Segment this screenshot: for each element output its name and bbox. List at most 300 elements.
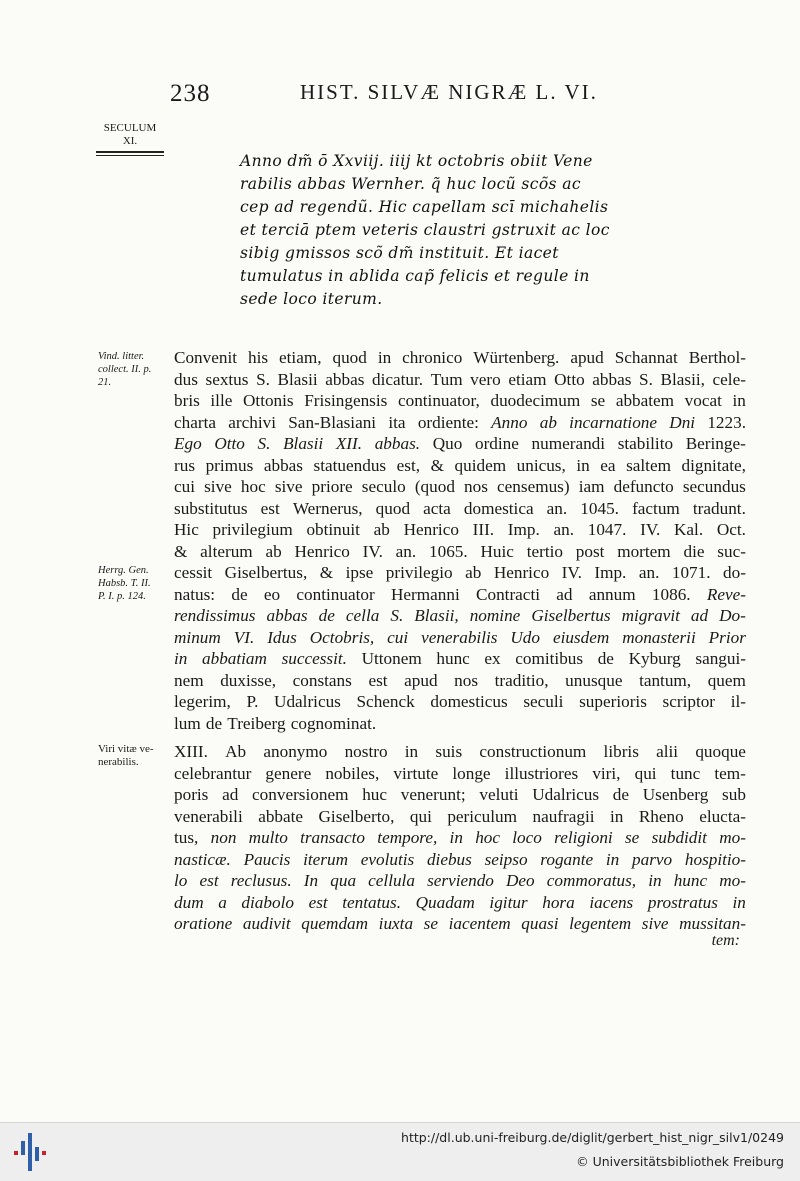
word: in: [404, 742, 419, 761]
word: sive: [641, 914, 669, 933]
word: mussitan-: [679, 914, 746, 933]
word: ita: [388, 412, 406, 432]
word: igitur: [489, 892, 528, 912]
word: cui: [387, 627, 409, 647]
text-line: [174, 605, 746, 627]
word: Ottonis: [243, 391, 294, 410]
word: 1047.: [587, 520, 627, 539]
word: acta: [423, 498, 451, 518]
word: Paucis: [243, 849, 291, 869]
word: Rheno: [638, 806, 684, 826]
word: Quadam: [415, 892, 475, 912]
word: in: [732, 391, 746, 410]
word: diabolo: [241, 892, 294, 912]
word: IV.: [362, 541, 383, 561]
word: Berthol-: [688, 348, 746, 367]
word: XIII.: [174, 742, 208, 761]
manuscript-line: et terciā ptem veteris claustri gstruxit ac loc: [240, 221, 610, 239]
paragraph-1: [174, 347, 746, 734]
word: Beringe-: [685, 434, 746, 453]
manuscript-line: sibig gmissos scõ dm̃ instituit. Et iacet: [240, 244, 559, 262]
word: qua: [330, 871, 357, 890]
text-line: [174, 670, 746, 692]
word: ordiente:: [417, 412, 479, 432]
word: domesticus: [430, 692, 508, 711]
word: continuator: [296, 584, 375, 604]
word: veluti: [479, 785, 519, 804]
word: S.: [257, 434, 271, 453]
word: tempore,: [377, 828, 438, 847]
word: constans: [292, 670, 352, 690]
word: abbate: [258, 806, 304, 826]
word: Reve-: [706, 584, 746, 604]
word: Oct.: [716, 520, 746, 539]
word: Ab: [225, 742, 247, 761]
word: ordine: [474, 434, 519, 453]
word: vocat: [684, 391, 722, 410]
word: subdidit: [651, 828, 707, 847]
word: apud: [404, 670, 438, 690]
word: S.: [639, 369, 653, 389]
word: venerabilis: [421, 627, 498, 647]
word: Treiberg: [227, 713, 286, 733]
word: Prior: [708, 627, 746, 647]
word: nasticæ.: [174, 849, 231, 869]
word: tertio: [526, 541, 563, 561]
text-line: [174, 892, 746, 914]
text-line: [174, 713, 746, 735]
word: suc-: [717, 541, 746, 561]
word: cognominat.: [290, 713, 377, 733]
word: &: [430, 455, 444, 475]
word: duxisse,: [220, 670, 277, 690]
century-rule-thin: [96, 155, 164, 156]
word: Wernerus,: [292, 498, 363, 518]
word: Henrico: [294, 541, 350, 561]
word: Imp.: [594, 563, 627, 582]
word: hunc: [673, 871, 708, 890]
word: etiam,: [279, 348, 322, 367]
word: quemdam: [301, 914, 369, 933]
word: diebus: [426, 849, 472, 869]
word: IV.: [561, 563, 582, 582]
word: lum: [174, 713, 201, 733]
running-head: HIST. SILVÆ NIGRÆ L. VI.: [300, 80, 598, 104]
word: iacentem: [448, 914, 511, 933]
word: archivi: [228, 412, 276, 432]
word: quem: [707, 670, 746, 690]
word: constructionum: [479, 742, 587, 761]
word: an.: [638, 563, 660, 582]
word: Contracti: [476, 584, 540, 604]
word: quidem: [454, 455, 507, 475]
word: 1071.: [671, 563, 711, 582]
word: commoratus,: [546, 871, 637, 890]
manuscript-inscription: [240, 150, 660, 311]
word: est: [199, 871, 219, 890]
word: periculum: [447, 806, 518, 826]
word: hoc: [475, 828, 501, 847]
manuscript-line: rabilis abbas Wernher. q̃ huc locũ scõs ac: [240, 175, 581, 193]
margin-note-viri: [98, 743, 170, 769]
word: scriptor: [662, 692, 716, 711]
century-label: [96, 122, 164, 156]
text-line: [174, 412, 746, 434]
word: transacto: [300, 828, 366, 847]
word: ea: [600, 455, 616, 475]
manuscript-line: sede loco iterum.: [240, 290, 383, 308]
word: Dni: [669, 412, 696, 432]
text-line: [174, 519, 746, 541]
word: abbatiam: [202, 649, 267, 668]
word: nem: [174, 670, 204, 690]
word: tradunt.: [692, 498, 746, 518]
word: religioni: [554, 828, 613, 847]
word: duodecimum: [490, 391, 581, 410]
word: se: [624, 828, 640, 847]
word: hoc: [240, 477, 266, 496]
word: &: [319, 563, 334, 582]
word: non: [210, 828, 237, 847]
word: huc: [362, 785, 388, 804]
word: rendissimus: [174, 606, 256, 625]
word: obtinuit: [306, 520, 360, 539]
text-line: [174, 870, 746, 892]
word: Udalricus: [532, 785, 600, 804]
word: ille: [210, 391, 233, 410]
word: Schannat: [614, 348, 678, 367]
word: il-: [730, 692, 746, 711]
word: dicatur.: [372, 369, 424, 389]
word: Giselbertus: [531, 606, 611, 625]
word: rogante: [540, 849, 594, 869]
text-line: [174, 369, 746, 391]
word: legerim,: [174, 692, 231, 711]
word: venerunt;: [400, 785, 466, 804]
word: in: [377, 348, 392, 367]
word: cele-: [712, 369, 746, 389]
word: Do-: [719, 606, 746, 625]
word: Blasii,: [414, 606, 459, 625]
word: Quo: [432, 434, 463, 453]
word: Würtenberg.: [473, 348, 560, 367]
margin-note-line: collect. II. p.: [98, 364, 152, 375]
word: seipso: [484, 849, 528, 869]
word: in: [610, 806, 624, 826]
word: III.: [472, 520, 495, 539]
word: viri,: [592, 763, 621, 783]
word: est,: [396, 455, 421, 475]
word: apud: [570, 348, 604, 367]
word: Henrico: [493, 563, 550, 582]
logo-bar: [35, 1147, 39, 1161]
word: an.: [395, 541, 417, 561]
word: est: [368, 670, 388, 690]
word: se: [590, 391, 606, 410]
text-line: [174, 455, 746, 477]
text-line: [174, 498, 746, 520]
word: iuxta: [378, 914, 414, 933]
word: Otto: [214, 434, 245, 453]
word: Hermanni: [391, 584, 460, 604]
word: mo-: [719, 871, 746, 890]
word: Giselbertus,: [224, 563, 308, 582]
word: sub: [722, 785, 746, 804]
word: minum: [174, 627, 221, 647]
word: alterum: [200, 541, 253, 561]
word: do-: [723, 563, 746, 582]
word: qui: [409, 806, 432, 826]
word: priore: [311, 477, 353, 496]
century-number: XI.: [122, 135, 138, 147]
word: elucta-: [699, 806, 746, 826]
word: qui: [634, 763, 657, 783]
word: de: [612, 785, 630, 804]
word: numerandi: [531, 434, 606, 453]
word: nos: [464, 477, 488, 496]
text-line: [174, 784, 746, 806]
word: de: [318, 606, 335, 625]
word: Huic: [480, 541, 514, 561]
word: abbas: [592, 369, 632, 389]
word: iam: [578, 477, 605, 496]
word: 1223.: [707, 412, 746, 432]
margin-note-line: nerabilis.: [98, 756, 139, 768]
text-line: [174, 806, 746, 828]
word: in: [174, 649, 188, 668]
word: S.: [256, 369, 270, 389]
manuscript-line: Anno dm̃ ō Xxviij. iiij kt octobris obiit Vene: [240, 152, 593, 170]
text-line: [174, 691, 746, 713]
page-number: 238: [170, 80, 211, 107]
word: nostro: [344, 742, 388, 761]
text-line: [174, 562, 746, 584]
word: abbatem: [615, 391, 675, 410]
word: loco: [512, 828, 542, 847]
word: bris: [174, 391, 200, 410]
text-line: [174, 648, 746, 670]
word: his: [248, 348, 269, 367]
word: hora: [542, 892, 575, 912]
word: comitibus: [515, 649, 584, 668]
word: dum: [174, 892, 204, 912]
word: sive: [204, 477, 232, 496]
margin-note-line: Vind. litter.: [98, 351, 145, 362]
copyright-text: © Universitätsbibliothek Freiburg: [576, 1154, 784, 1169]
logo-bar: [42, 1151, 46, 1155]
word: factum: [632, 498, 680, 518]
word: tus,: [174, 828, 199, 847]
word: ad: [222, 785, 239, 804]
word: ab: [265, 541, 282, 561]
century-label-text: SECULUM: [103, 122, 157, 134]
word: etiam: [508, 369, 547, 389]
word: seculo: [361, 477, 406, 496]
word: Anno: [491, 412, 528, 432]
word: Tum: [430, 369, 463, 389]
word: continuator,: [397, 391, 480, 410]
word: se: [423, 914, 438, 933]
word: substitutus: [174, 498, 248, 518]
word: evolutis: [360, 849, 415, 869]
word: Usenberg: [642, 785, 709, 804]
catchword: tem:: [711, 932, 740, 949]
word: Blasii: [277, 369, 318, 389]
word: ipse: [345, 563, 374, 582]
word: in: [449, 828, 463, 847]
word: est: [308, 892, 328, 912]
word: P.: [246, 692, 259, 711]
word: primus: [205, 455, 254, 475]
word: VI.: [233, 627, 255, 647]
word: post: [575, 541, 605, 561]
word: vero: [470, 369, 501, 389]
word: Kyburg: [628, 649, 681, 668]
word: Imp.: [507, 520, 540, 539]
word: longe: [452, 763, 491, 783]
word: San-Blasiani: [288, 412, 377, 432]
word: abbas: [266, 606, 308, 625]
word: die: [683, 541, 705, 561]
word: abbas: [325, 369, 365, 389]
word: Idus: [267, 627, 297, 647]
word: sangui-: [695, 649, 746, 668]
margin-note-line: 21.: [98, 377, 112, 388]
word: de: [205, 713, 223, 733]
word: 1065.: [429, 541, 468, 561]
word: parvo: [632, 849, 673, 869]
word: Ego: [174, 434, 202, 453]
word: ad: [690, 606, 709, 625]
word: tentatus.: [342, 892, 401, 912]
word: ab: [539, 412, 557, 432]
word: venerabili: [174, 806, 243, 826]
word: Blasii,: [660, 369, 705, 389]
word: iterum: [303, 849, 348, 869]
word: in: [648, 871, 662, 890]
word: privilegium: [212, 520, 293, 539]
word: reclusus.: [230, 871, 292, 890]
word: incarnatione: [569, 412, 658, 432]
word: lo: [174, 871, 188, 890]
margin-note-line: P. I. p. 124.: [98, 591, 146, 602]
word: defuncto: [613, 477, 674, 496]
text-line: [174, 849, 746, 871]
margin-note-vind: [98, 350, 170, 389]
source-url-link[interactable]: http://dl.ub.uni-freiburg.de/diglit/gerbert_hist_nigr_silv1/0249: [401, 1130, 784, 1145]
word: migravit: [621, 606, 680, 625]
word: oratione: [174, 914, 233, 933]
word: hunc: [436, 649, 470, 668]
word: statuendus: [313, 455, 387, 475]
word: Deo: [506, 871, 535, 890]
word: poris: [174, 785, 209, 804]
word: Henrico: [403, 520, 459, 539]
logo-bar: [14, 1151, 18, 1155]
text-line: [174, 390, 746, 412]
word: tem-: [714, 763, 746, 783]
word: Blasii: [283, 434, 324, 453]
word: prostratus: [647, 892, 718, 912]
word: ab: [465, 563, 482, 582]
word: ab: [373, 520, 390, 539]
word: rus: [174, 455, 196, 475]
word: natus:: [174, 584, 216, 604]
logo-bar: [28, 1133, 32, 1171]
paragraph-2: [174, 741, 746, 935]
text-line: [174, 741, 746, 763]
text-line: [174, 584, 746, 606]
word: conversionem: [252, 785, 349, 804]
word: 1086.: [651, 584, 691, 604]
word: quod: [375, 498, 411, 518]
word: an.: [546, 498, 568, 518]
word: Otto: [554, 369, 585, 389]
word: alii: [656, 742, 679, 761]
word: Convenit: [174, 348, 238, 367]
word: serviendo: [427, 871, 494, 890]
word: naufragii: [532, 806, 595, 826]
word: sextus: [205, 369, 249, 389]
text-line: [174, 476, 746, 498]
word: annum: [588, 584, 636, 604]
margin-note-line: Viri vitæ ve-: [98, 743, 154, 755]
word: charta: [174, 412, 216, 432]
library-logo-icon: [10, 1131, 54, 1173]
logo-bar: [21, 1141, 25, 1155]
word: successit.: [281, 649, 347, 668]
word: chronico: [402, 348, 463, 367]
word: de: [231, 584, 248, 604]
word: Frisingensis: [304, 391, 388, 410]
century-rule: [96, 151, 164, 153]
word: ex: [484, 649, 501, 668]
word: dignitate,: [681, 455, 746, 475]
word: eo: [263, 584, 281, 604]
word: quod: [332, 348, 367, 367]
word: est: [260, 498, 280, 518]
word: cellula: [368, 871, 415, 890]
word: stabilito: [617, 434, 674, 453]
word: Kal.: [674, 520, 704, 539]
word: in: [732, 892, 746, 912]
manuscript-line: cep ad regendũ. Hic capellam scī michahelis: [240, 198, 609, 216]
word: a: [218, 892, 227, 912]
word: hospitio-: [684, 849, 746, 869]
word: seculi: [523, 692, 564, 711]
word: tantum,: [639, 670, 692, 690]
word: iacens: [589, 892, 634, 912]
word: cui: [174, 477, 195, 496]
word: eiusdem: [552, 627, 610, 647]
word: legentem: [569, 914, 632, 933]
word: multo: [248, 828, 288, 847]
word: in: [605, 849, 620, 869]
word: Octobris,: [309, 627, 375, 647]
word: dus: [174, 369, 198, 389]
word: traditio,: [494, 670, 549, 690]
word: nobiles,: [325, 763, 380, 783]
manuscript-line: tumulatus in ablida cap̃ felicis et regule in: [240, 267, 590, 285]
word: 1045.: [580, 498, 619, 518]
word: cella: [345, 606, 380, 625]
word: censemus): [497, 477, 570, 496]
word: abbas: [263, 455, 303, 475]
word: virtute: [393, 763, 439, 783]
word: ad: [556, 584, 573, 604]
word: mortem: [617, 541, 671, 561]
text-line: [174, 347, 746, 369]
